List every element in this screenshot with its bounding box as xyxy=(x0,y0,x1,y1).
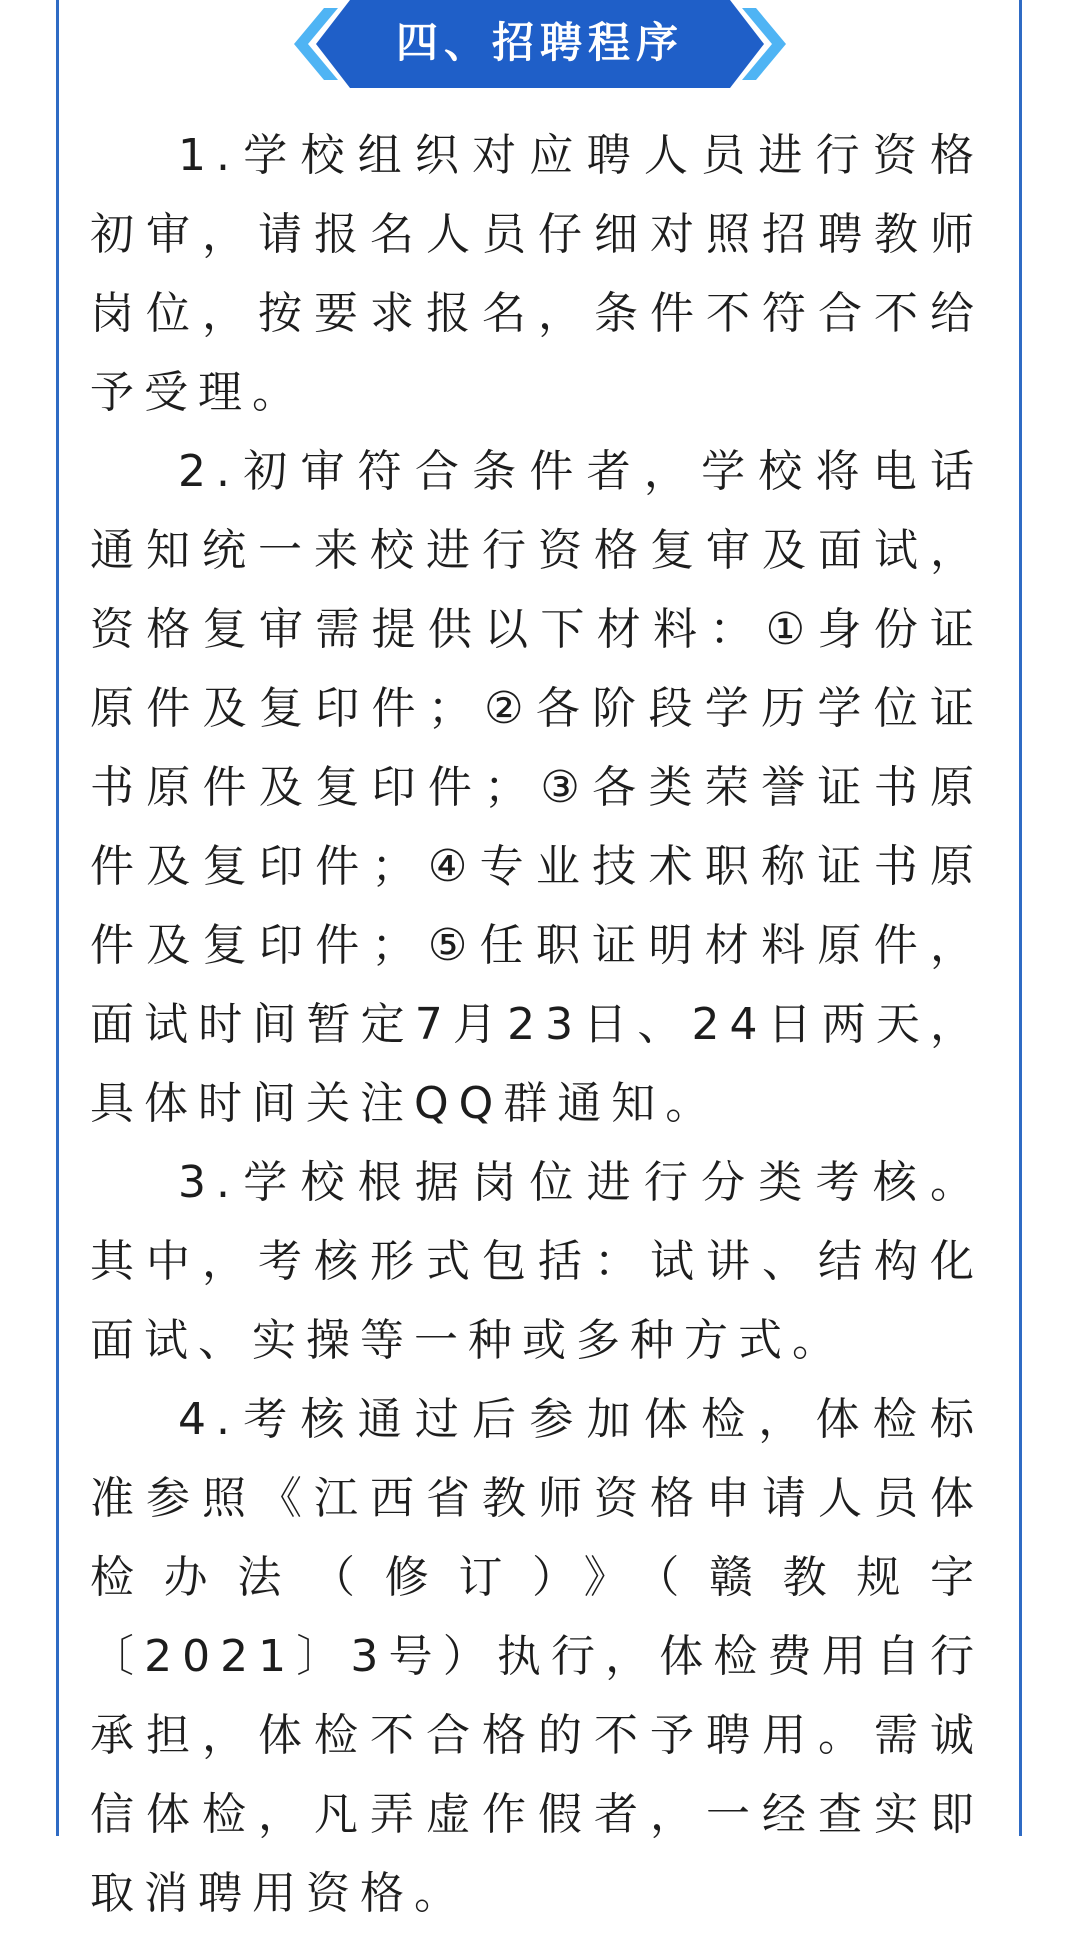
section-header xyxy=(294,0,786,88)
paragraph-3: 3.学校根据岗位进行分类考核。其中，考核形式包括：试讲、结构化面试、实操等一种或多种方式。 xyxy=(90,1157,984,1366)
paragraph-2: 2.初审符合条件者，学校将电话通知统一来校进行资格复审及面试，资格复审需提供以下材料：①身份证原件及复印件；②各阶段学历学位证书原件及复印件；③各类荣誉证书原件及复印件；④专业技术职称证书原件及复印件；⑤任职证明材料原件，面试时间暂定7月23日、24日两天，具体时间关注QQ群通知。 xyxy=(90,446,984,1129)
section-title: 四、招聘程序 xyxy=(395,18,684,67)
paragraph-1: 1.学校组织对应聘人员进行资格初审，请报名人员仔细对照招聘教师岗位，按要求报名，条件不符合不给予受理。 xyxy=(90,130,984,418)
paragraph-4: 4.考核通过后参加体检，体检标准参照《江西省教师资格申请人员体检办法（修订）》（赣教规字〔2021〕3号）执行，体检费用自行承担，体检不合格的不予聘用。需诚信体检，凡弄虚作假者，一经查实即取消聘用资格。 xyxy=(90,1394,984,1919)
article-body xyxy=(90,116,984,1933)
